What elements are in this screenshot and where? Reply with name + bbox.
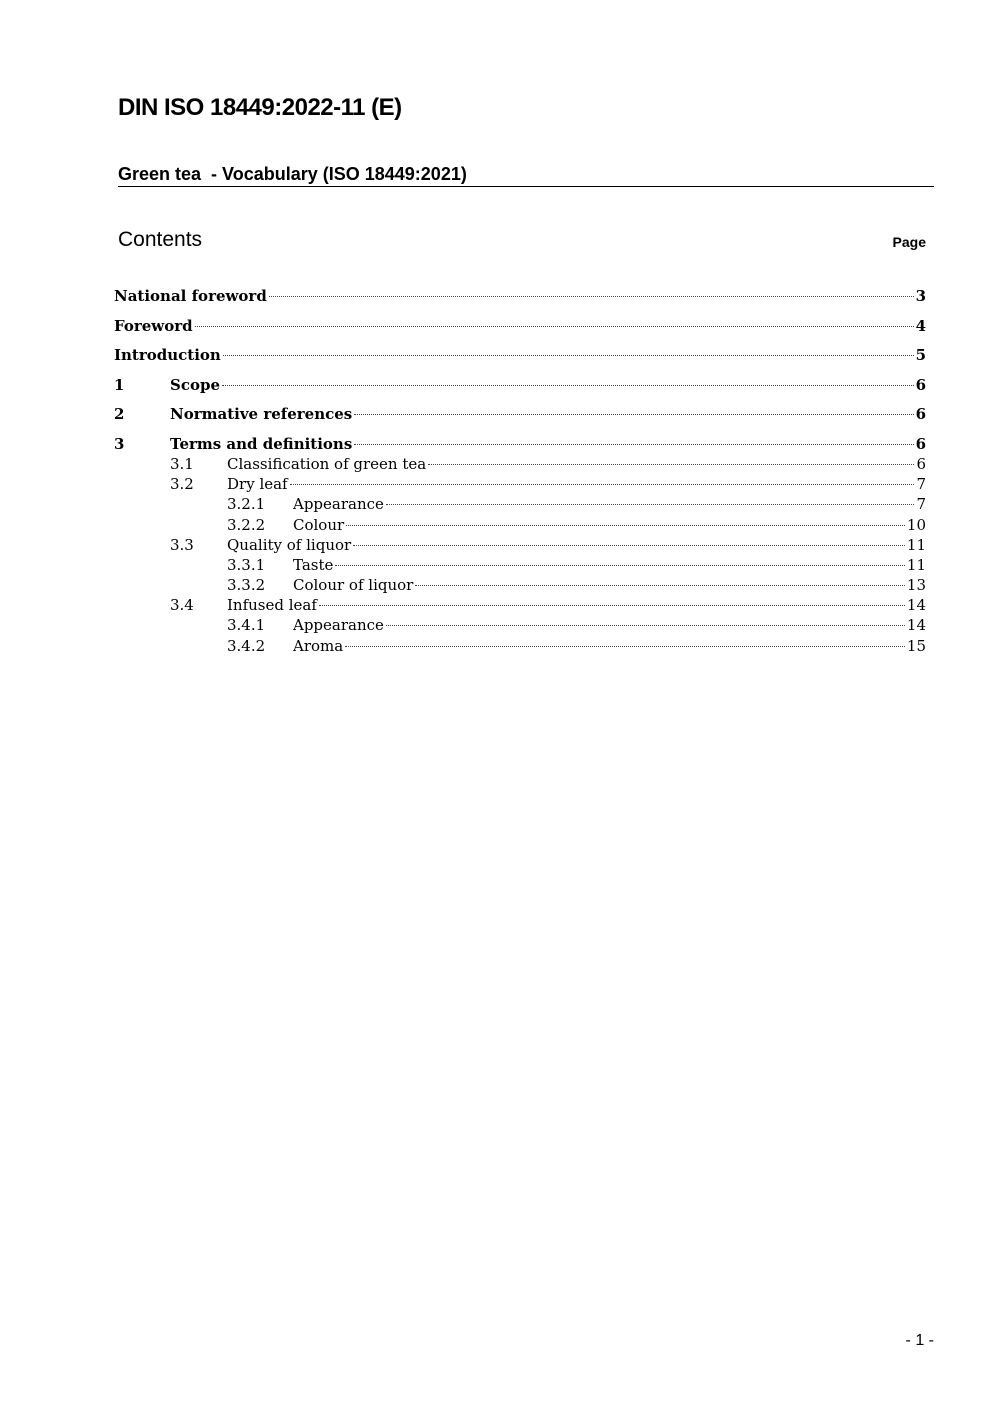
toc-entry-page: 7	[916, 475, 926, 493]
toc-entry-terms-and-definitions[interactable]	[114, 433, 926, 455]
toc-entry-label: Classification of green tea	[227, 455, 427, 473]
toc-entry-number: 3.3.2	[227, 576, 266, 594]
toc-leader	[415, 585, 905, 586]
toc-entry-label: Appearance	[293, 495, 384, 513]
toc-leader	[354, 444, 913, 445]
toc-entry-3-2-1[interactable]	[227, 493, 926, 515]
toc-entry-3-3[interactable]	[170, 534, 926, 556]
toc-entry-page: 6	[916, 455, 926, 473]
toc-entry-3-4[interactable]	[170, 594, 926, 616]
toc-entry-label: Colour	[293, 516, 345, 534]
toc-entry-page: 4	[915, 317, 926, 335]
toc-entry-label: Scope	[170, 376, 221, 394]
toc-entry-number: 3.2	[170, 475, 194, 493]
toc-entry-number: 3.4.1	[227, 616, 266, 634]
toc-leader	[222, 385, 914, 386]
toc-entry-number: 3.1	[170, 455, 194, 473]
toc-entry-label: Dry leaf	[227, 475, 288, 493]
toc-leader	[345, 646, 905, 647]
toc-entry-label: Colour of liquor	[293, 576, 414, 594]
toc-entry-label: Infused leaf	[227, 596, 317, 614]
toc-entry-label: Foreword	[114, 317, 193, 335]
toc-entry-label: Aroma	[293, 637, 344, 655]
toc-leader	[428, 464, 914, 465]
toc-entry-page: 11	[906, 556, 926, 574]
toc-entry-3-3-2[interactable]	[227, 574, 926, 596]
toc-entry-introduction[interactable]	[114, 344, 926, 366]
toc-entry-page: 14	[906, 616, 926, 634]
toc-entry-number: 1	[114, 376, 125, 394]
toc-entry-label: Taste	[293, 556, 334, 574]
toc-entry-number: 3.2.1	[227, 495, 266, 513]
toc-leader	[195, 326, 914, 327]
toc-entry-label: Appearance	[293, 616, 384, 634]
toc-leader	[223, 355, 914, 356]
toc-leader	[290, 484, 915, 485]
toc-entry-number: 3.4	[170, 596, 194, 614]
toc-leader	[353, 545, 905, 546]
toc-leader	[346, 525, 905, 526]
document-title: DIN ISO 18449:2022-11 (E)	[118, 94, 402, 121]
toc-entry-page: 15	[906, 637, 926, 655]
toc-leader	[386, 625, 905, 626]
document-subtitle: Green tea - Vocabulary (ISO 18449:2021)	[118, 164, 467, 184]
toc-leader	[269, 296, 914, 297]
toc-entry-label: National foreword	[114, 287, 267, 305]
toc-entry-foreword[interactable]	[114, 315, 926, 337]
toc-entry-label: Quality of liquor	[227, 536, 352, 554]
toc-entry-3-2[interactable]	[170, 473, 926, 495]
toc-entry-scope[interactable]	[114, 374, 926, 396]
toc-entry-page: 6	[915, 435, 926, 453]
toc-entry-label: Terms and definitions	[170, 435, 353, 453]
toc-leader	[386, 504, 915, 505]
subtitle-rule	[118, 186, 934, 187]
toc-entry-3-1[interactable]	[170, 453, 926, 475]
toc-entry-page: 6	[915, 376, 926, 394]
toc-entry-number: 3.4.2	[227, 637, 266, 655]
toc-entry-page: 7	[916, 495, 926, 513]
page-column-heading: Page	[892, 234, 926, 250]
toc-entry-national-foreword[interactable]	[114, 285, 926, 307]
toc-entry-page: 14	[906, 596, 926, 614]
toc-leader	[319, 605, 905, 606]
toc-entry-number: 3.2.2	[227, 516, 266, 534]
toc-entry-label: Normative references	[170, 405, 353, 423]
toc-entry-page: 6	[915, 405, 926, 423]
toc-entry-page: 5	[915, 346, 926, 364]
toc-leader	[335, 565, 905, 566]
contents-heading: Contents	[118, 228, 203, 251]
toc-entry-label: Introduction	[114, 346, 221, 364]
toc-entry-3-2-2[interactable]	[227, 514, 926, 536]
toc-entry-3-3-1[interactable]	[227, 554, 926, 576]
toc-entry-number: 3	[114, 435, 125, 453]
toc-leader	[354, 414, 913, 415]
toc-entry-page: 10	[906, 516, 926, 534]
toc-entry-page: 3	[915, 287, 926, 305]
toc-entry-normative-references[interactable]	[114, 403, 926, 425]
footer-page-number: - 1 -	[905, 1332, 934, 1349]
toc-entry-3-4-1[interactable]	[227, 614, 926, 636]
toc-entry-number: 2	[114, 405, 125, 423]
toc-entry-3-4-2[interactable]	[227, 635, 926, 657]
toc-entry-page: 13	[906, 576, 926, 594]
toc-entry-page: 11	[906, 536, 926, 554]
toc-entry-number: 3.3	[170, 536, 194, 554]
toc-entry-number: 3.3.1	[227, 556, 266, 574]
